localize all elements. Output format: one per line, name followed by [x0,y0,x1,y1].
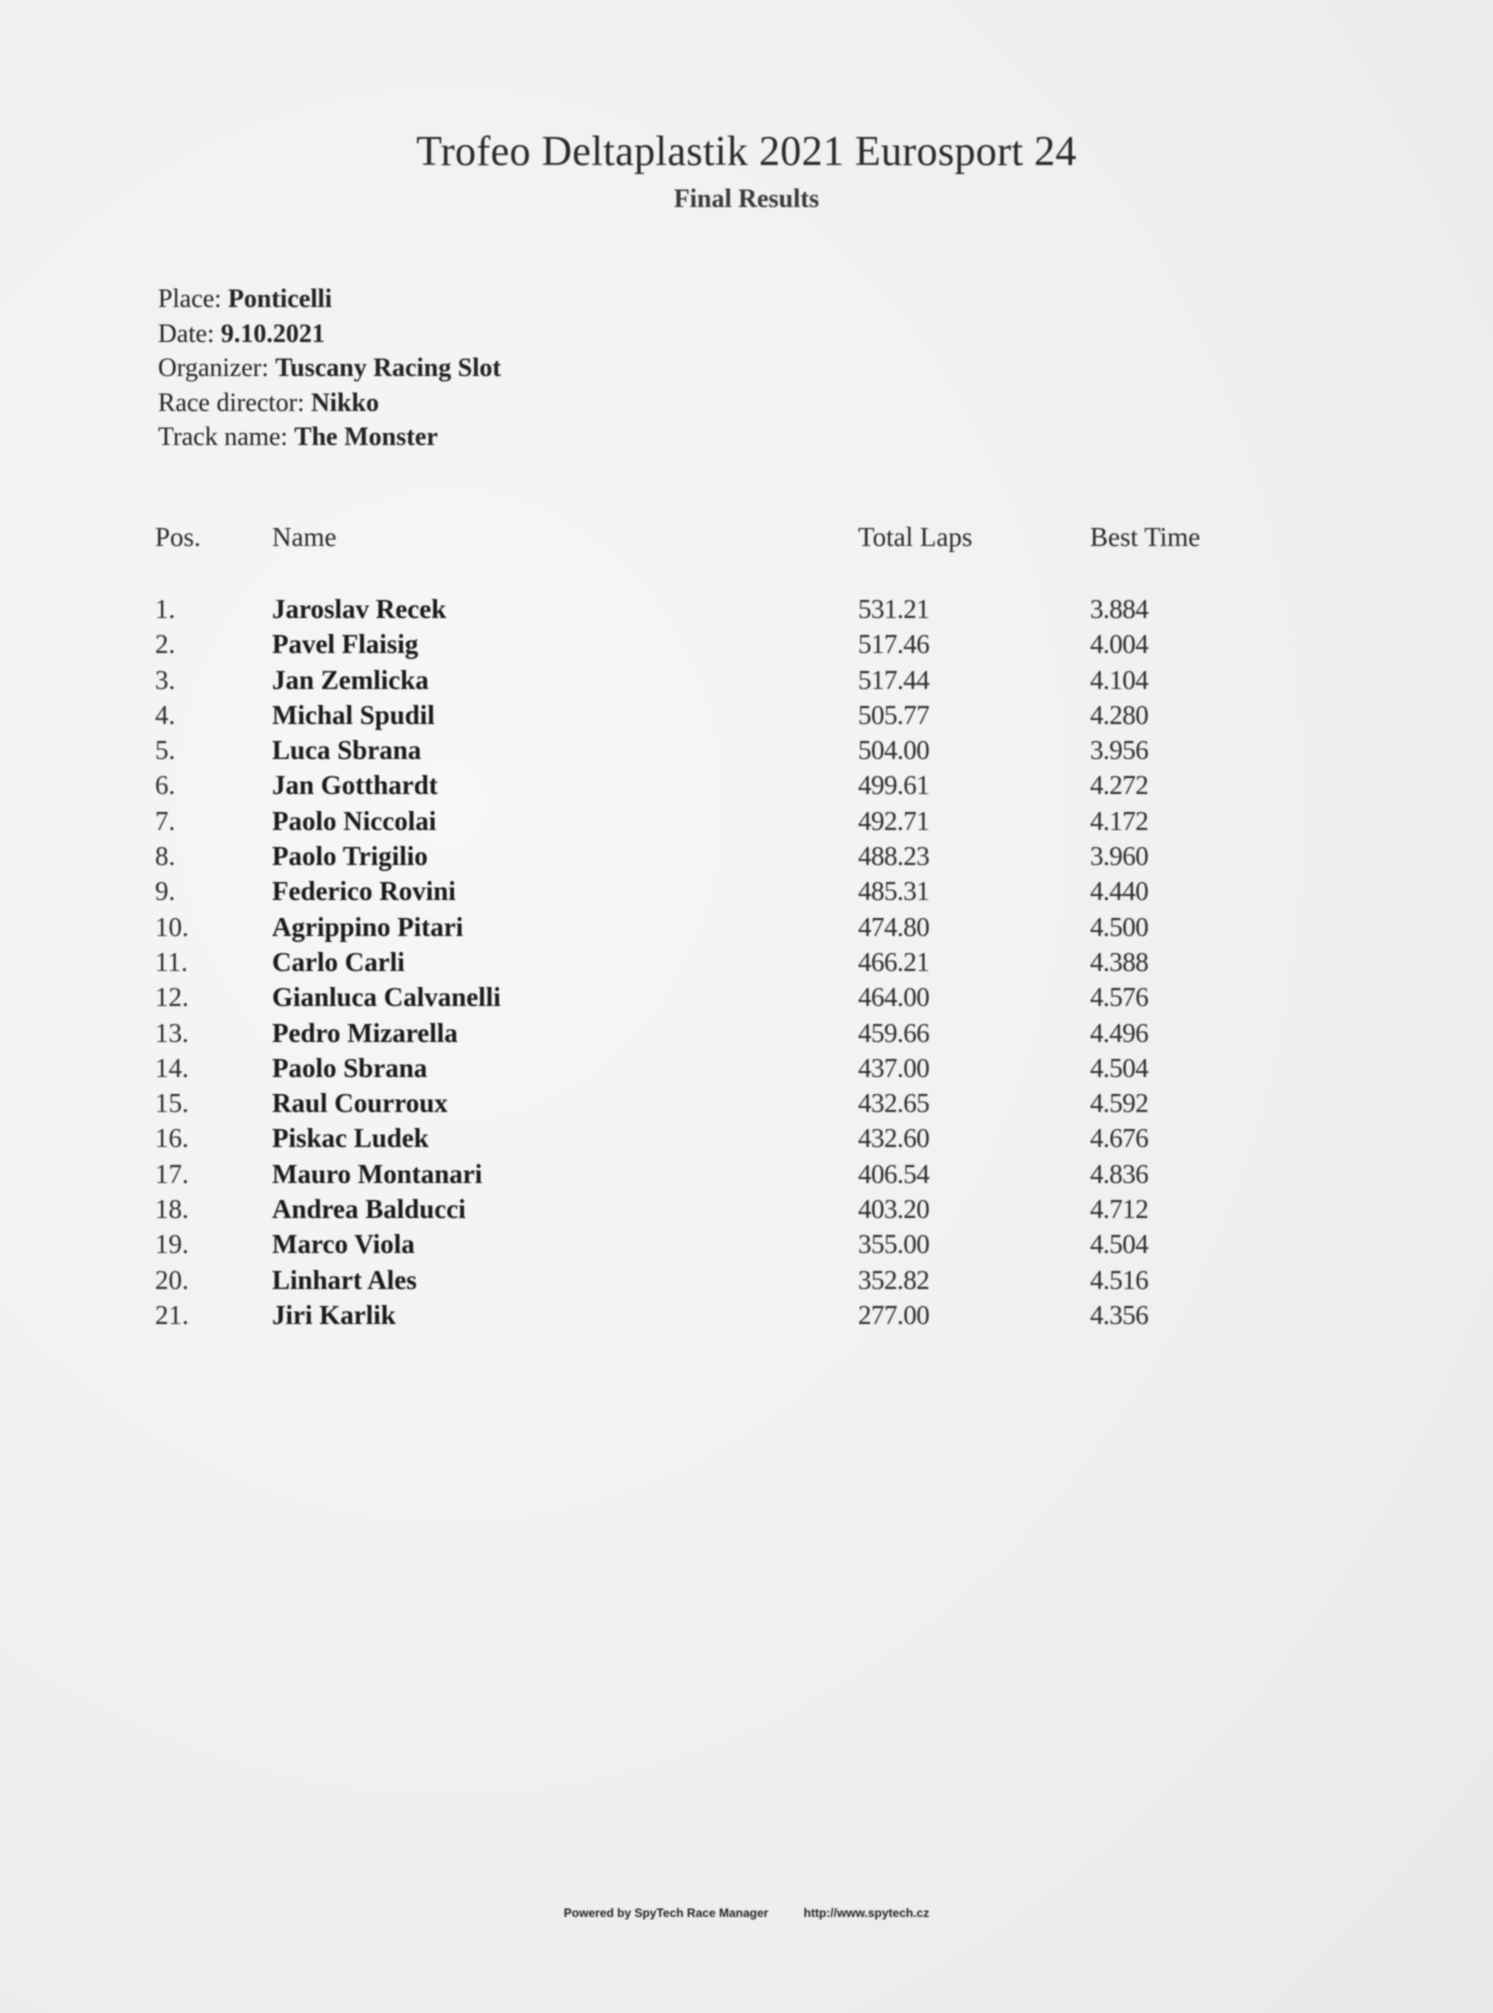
cell-pos: 5. [155,735,176,766]
cell-best-time: 4.712 [1090,1194,1149,1225]
cell-name: Gianluca Calvanelli [272,982,501,1013]
cell-name: Carlo Carli [272,946,405,977]
cell-best-time: 4.500 [1090,911,1149,942]
cell-total-laps: 432.65 [858,1088,930,1119]
cell-name: Paolo Niccolai [272,805,437,836]
cell-pos: 20. [155,1264,189,1295]
table-row [0,663,1493,698]
table-row [0,733,1493,768]
info-label: Race director: [158,387,305,417]
cell-pos: 16. [155,1123,189,1154]
table-row [0,1051,1493,1086]
cell-pos: 12. [155,982,189,1013]
info-label: Date: [158,318,215,348]
cell-total-laps: 403.20 [858,1194,930,1225]
cell-total-laps: 464.00 [858,982,930,1013]
cell-name: Linhart Ales [272,1264,417,1295]
cell-name: Federico Rovini [272,876,456,907]
cell-pos: 11. [155,946,188,977]
cell-total-laps: 488.23 [858,841,930,872]
cell-total-laps: 355.00 [858,1229,930,1260]
cell-name: Andrea Balducci [272,1194,466,1225]
cell-best-time: 4.280 [1090,699,1149,730]
table-row [0,1298,1493,1333]
info-label: Track name: [158,422,288,451]
cell-pos: 4. [155,699,176,730]
cell-total-laps: 466.21 [858,946,930,977]
cell-name: Piskac Ludek [272,1123,429,1154]
table-row [0,592,1493,627]
cell-total-laps: 517.46 [858,629,930,660]
document-title: Trofeo Deltaplastik 2021 Eurosport 24 [416,129,1077,175]
info-label: Place: [158,284,222,313]
table-row [0,1192,1493,1227]
cell-pos: 3. [155,664,176,695]
info-value: Tuscany Racing Slot [275,353,502,382]
cell-name: Marco Viola [272,1229,415,1260]
cell-name: Paolo Trigilio [272,841,428,872]
cell-total-laps: 474.80 [858,911,930,942]
table-row [0,874,1493,909]
cell-total-laps: 517.44 [858,664,930,695]
cell-best-time: 4.104 [1090,664,1149,695]
cell-total-laps: 459.66 [858,1017,930,1048]
cell-best-time: 4.172 [1090,805,1149,836]
cell-total-laps: 485.31 [858,876,930,907]
header-best-time: Best Time [1090,522,1201,552]
cell-best-time: 4.592 [1090,1088,1149,1119]
cell-total-laps: 432.60 [858,1123,930,1154]
cell-name: Pavel Flaisig [272,629,419,660]
cell-best-time: 4.440 [1090,876,1149,907]
cell-best-time: 4.676 [1090,1123,1149,1154]
table-row [0,839,1493,874]
table-row [0,627,1493,662]
info-value: Nikko [311,387,379,417]
cell-name: Luca Sbrana [272,735,422,766]
info-date [158,317,501,352]
table-row [0,698,1493,733]
cell-best-time: 4.496 [1090,1017,1149,1048]
cell-total-laps: 277.00 [858,1299,930,1330]
table-row [0,1121,1493,1156]
info-label: Organizer: [158,353,269,382]
cell-best-time: 4.516 [1090,1264,1149,1295]
results-table-header [0,522,1493,562]
cell-pos: 17. [155,1158,189,1189]
table-row [0,1263,1493,1298]
cell-best-time: 4.388 [1090,946,1149,977]
cell-name: Pedro Mizarella [272,1017,458,1048]
results-table-body [0,592,1493,1333]
cell-pos: 13. [155,1017,189,1048]
table-row [0,980,1493,1015]
document-subtitle: Final Results [673,184,820,213]
cell-total-laps: 505.77 [858,699,930,730]
cell-best-time: 3.960 [1090,841,1149,872]
cell-pos: 7. [155,805,176,836]
cell-name: Jaroslav Recek [272,594,447,624]
cell-best-time: 4.272 [1090,770,1149,801]
info-place [158,282,501,317]
cell-pos: 18. [155,1194,189,1225]
cell-total-laps: 437.00 [858,1052,930,1083]
table-row [0,804,1493,839]
footer-url: http://www.spytech.cz [803,1906,930,1920]
cell-best-time: 4.504 [1090,1052,1149,1083]
footer [0,1906,1493,1920]
cell-name: Jan Gotthardt [272,770,438,801]
cell-total-laps: 499.61 [858,770,930,801]
cell-best-time: 3.956 [1090,735,1149,766]
cell-pos: 2. [155,629,176,660]
header-name: Name [272,522,337,552]
cell-total-laps: 492.71 [858,805,930,836]
cell-name: Mauro Montanari [272,1158,483,1189]
cell-best-time: 3.884 [1090,594,1149,624]
table-row [0,1016,1493,1051]
cell-total-laps: 531.21 [858,594,930,624]
cell-total-laps: 406.54 [858,1158,930,1189]
cell-total-laps: 504.00 [858,735,930,766]
cell-name: Jiri Karlik [272,1299,396,1330]
cell-pos: 8. [155,841,176,872]
cell-best-time: 4.004 [1090,629,1149,660]
cell-pos: 21. [155,1299,189,1330]
race-info [158,282,501,455]
cell-best-time: 4.356 [1090,1299,1149,1330]
header-total-laps: Total Laps [858,522,973,552]
cell-best-time: 4.504 [1090,1229,1149,1260]
cell-pos: 6. [155,770,176,801]
info-track-name [158,420,501,455]
cell-name: Raul Courroux [272,1088,448,1119]
cell-name: Michal Spudil [272,699,435,730]
table-row [0,910,1493,945]
cell-pos: 10. [155,911,189,942]
table-row [0,1227,1493,1262]
table-row [0,1157,1493,1192]
header-pos: Pos. [155,522,201,552]
cell-pos: 1. [155,594,176,624]
info-value: 9.10.2021 [220,318,325,348]
info-value: Ponticelli [228,284,333,313]
table-row [0,1086,1493,1121]
table-row [0,945,1493,980]
cell-pos: 19. [155,1229,189,1260]
cell-pos: 15. [155,1088,189,1119]
cell-name: Paolo Sbrana [272,1052,428,1083]
info-race-director [158,386,501,421]
cell-pos: 9. [155,876,176,907]
footer-powered-by: Powered by SpyTech Race Manager [563,1906,769,1920]
cell-name: Agrippino Pitari [272,911,464,942]
info-value: The Monster [294,422,438,451]
cell-best-time: 4.576 [1090,982,1149,1013]
cell-name: Jan Zemlicka [272,664,429,695]
cell-best-time: 4.836 [1090,1158,1149,1189]
table-row [0,768,1493,803]
cell-total-laps: 352.82 [858,1264,930,1295]
info-organizer [158,351,501,386]
cell-pos: 14. [155,1052,189,1083]
